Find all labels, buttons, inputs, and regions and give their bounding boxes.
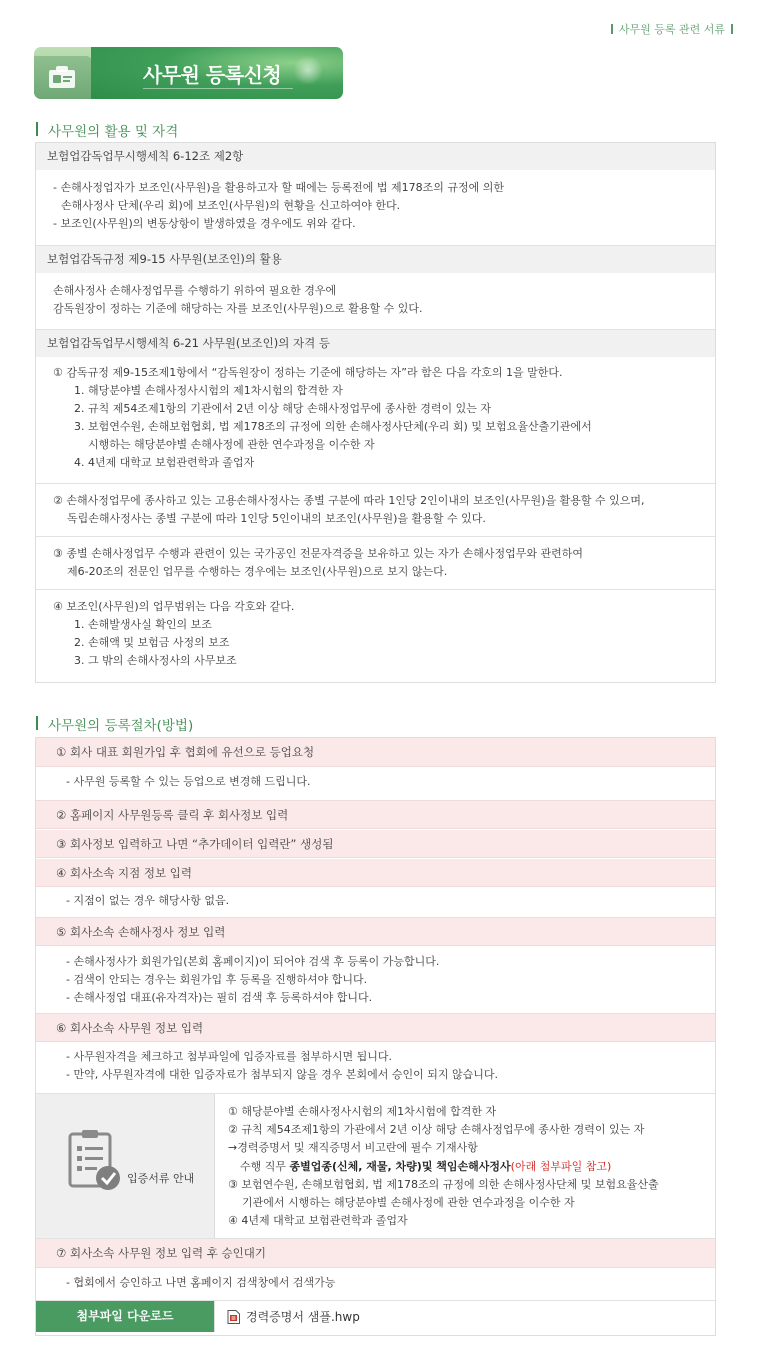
- step-body: [36, 1268, 715, 1301]
- text-line: - 사무원 등록할 수 있는 등업으로 변경해 드립니다.: [66, 775, 311, 788]
- breadcrumb-divider: [731, 24, 733, 34]
- evidence-docs-row: [36, 1093, 715, 1239]
- text-line: ② 손해사정업무에 종사하고 있는 고용손해사정사는 종별 구분에 따라 1인당 2인이내의 보조인(사무원)을 활용할 수 있으며,: [53, 494, 645, 507]
- text-line: 손해사정사 단체(우리 회)에 보조인(사무원)의 현황을 신고하여야 한다.: [61, 199, 401, 212]
- breadcrumb-label[interactable]: 사무원 등록 관련 서류: [618, 23, 725, 36]
- clause-items: [53, 382, 715, 472]
- breadcrumb-divider: [611, 24, 613, 34]
- qualification-clause-4: [36, 590, 715, 670]
- step-body: [36, 946, 715, 1013]
- evidence-docs-label: 입증서류 안내: [127, 1172, 195, 1185]
- text-line: - 손해사정업자가 보조인(사무원)을 활용하고자 할 때에는 등록전에 법 제178조의 규정에 의한: [53, 181, 505, 194]
- evidence-docs-list: [215, 1094, 659, 1238]
- list-item: 시행하는 해당분야별 손해사정에 관한 연수과정을 이수한 자: [88, 438, 375, 451]
- list-item: 3. 보험연수원, 손해보험협회, 법 제178조의 규정에 의한 손해사정사단체(우리 회) 및 보험요율산출기관에서: [74, 420, 592, 433]
- step-body: [36, 1042, 715, 1093]
- text-segment: 수행 직무: [240, 1159, 290, 1173]
- download-row: [36, 1301, 715, 1332]
- attachment-reference-note: (아래 첨부파일 참고): [510, 1159, 612, 1173]
- list-item: 2. 손해액 및 보험금 사정의 보조: [74, 636, 230, 649]
- attachment-file-link[interactable]: [215, 1301, 360, 1332]
- text-line: 감독원장이 정하는 기준에 해당하는 자를 보조인(사무원)으로 활용할 수 있다.: [53, 302, 423, 315]
- block-header: 보험업감독업무시행세칙 6-21 사무원(보조인)의 자격 등: [36, 330, 715, 357]
- step-body: [36, 767, 715, 800]
- step-header: ① 회사 대표 회원가입 후 협회에 유선으로 등업요청: [36, 738, 715, 767]
- text-line: - 지점이 없는 경우 해당사항 없음.: [66, 894, 230, 907]
- banner-main: [91, 47, 343, 99]
- banner-tab: [34, 56, 92, 99]
- registration-card-icon: [47, 64, 77, 90]
- block-header: 보험업감독규정 제9-15 사무원(보조인)의 활용: [36, 246, 715, 273]
- text-line: - 사무원자격을 체크하고 첨부파일에 입증자료를 첨부하시면 됩니다.: [66, 1050, 392, 1063]
- text-line: ③ 보험연수원, 손해보험협회, 법 제178조의 규정에 의한 손해사정사단체 및 보험요율산출: [228, 1177, 659, 1191]
- text-line: ① 감독규정 제9-15조제1항에서 “감독원장이 정하는 기준에 해당하는 자”라 함은 다음 각호의 1을 말한다.: [53, 366, 563, 379]
- text-line: - 손해사정사가 회원가입(본회 홈페이지)이 되어야 검색 후 등록이 가능합니다.: [66, 955, 440, 968]
- breadcrumb: [605, 21, 739, 37]
- step-header: ② 홈페이지 사무원등록 클릭 후 회사정보 입력: [36, 800, 715, 829]
- required-fields-line: [228, 1158, 659, 1176]
- procedure-box: [35, 737, 716, 1336]
- attachment-download-button[interactable]: 첨부파일 다운로드: [36, 1301, 215, 1332]
- qualification-clause-3: [36, 537, 715, 589]
- qualification-clause-1: [36, 357, 715, 483]
- text-line: - 검색이 안되는 경우는 회원가입 후 등록을 진행하셔야 합니다.: [66, 973, 368, 986]
- text-line: - 보조인(사무원)의 변동상항이 발생하였을 경우에도 위와 같다.: [53, 217, 356, 230]
- step-header: ⑥ 회사소속 사무원 정보 입력: [36, 1013, 715, 1042]
- required-fields-bold: 종별업종(신체, 재물, 차량)및 책임손해사정사: [289, 1159, 511, 1173]
- text-line: ④ 보조인(사무원)의 업무범위는 다음 각호와 같다.: [53, 600, 295, 613]
- step-header: ③ 회사정보 입력하고 나면 “추가데이터 입력란” 생성됨: [36, 829, 715, 858]
- section-title-qualification: 사무원의 활용 및 자격: [36, 120, 178, 140]
- step-header: ④ 회사소속 지점 정보 입력: [36, 858, 715, 887]
- text-line: - 손해사정업 대표(유자격자)는 필히 검색 후 등록하셔야 합니다.: [66, 991, 373, 1004]
- title-underline: [143, 88, 293, 89]
- block-header: 보험업감독업무시행세칙 6-12조 제2항: [36, 143, 715, 170]
- text-line: ④ 4년제 대학교 보험관련학과 졸업자: [228, 1214, 408, 1228]
- checklist-clipboard-icon: [68, 1128, 122, 1192]
- step-header: ⑤ 회사소속 손해사정사 정보 입력: [36, 917, 715, 946]
- text-line: 제6-20조의 전문인 업무를 수행하는 경우에는 보조인(사무원)으로 보지 않는다.: [67, 565, 448, 578]
- qualification-box: [35, 142, 716, 683]
- text-line: 기관에서 시행하는 해당분야별 손해사정에 관한 연수과정을 이수한 자: [242, 1196, 575, 1210]
- clause-items: [53, 616, 715, 670]
- text-line: ③ 종별 손해사정업무 수행과 관련이 있는 국가공인 전문자격증을 보유하고 있는 자가 손해사정업무와 관련하여: [53, 547, 583, 560]
- page-banner: [34, 47, 343, 99]
- text-line: ① 해당분야별 손해사정사시험의 제1차시험에 합격한 자: [228, 1105, 497, 1118]
- block-body: [36, 170, 715, 245]
- text-line: - 협회에서 승인하고 나면 홈페이지 검색창에서 검색가능: [66, 1276, 336, 1289]
- text-line: ② 규칙 제54조제1항의 가관에서 2년 이상 해당 손해사정업무에 종사한 경력이 있는 자: [228, 1123, 645, 1137]
- text-line: →경력증명서 및 재직증명서 비고란에 필수 기재사항: [228, 1141, 478, 1155]
- evidence-docs-panel: [36, 1094, 215, 1238]
- text-line: 손해사정사 손해사정업무를 수행하기 위하여 필요한 경우에: [53, 284, 337, 297]
- attachment-file-name[interactable]: 경력증명서 샘플.hwp: [246, 1310, 360, 1324]
- list-item: 1. 손해발생사실 확인의 보조: [74, 618, 212, 631]
- step-header: ⑦ 회사소속 사무원 정보 입력 후 승인대기: [36, 1239, 715, 1268]
- qualification-clause-2: [36, 484, 715, 536]
- page-title: 사무원 등록신청: [143, 63, 282, 87]
- text-line: 독립손해사정사는 종별 구분에 따라 1인당 5인이내의 보조인(사무원)을 활용할 수 있다.: [67, 512, 486, 525]
- block-body: [36, 273, 715, 329]
- step-body: [36, 887, 715, 917]
- list-item: 3. 그 밖의 손해사정사의 사무보조: [74, 654, 237, 667]
- list-item: 1. 해당분야별 손해사정사시험의 제1차시험의 합격한 자: [74, 384, 343, 397]
- section-title-procedure: 사무원의 등록절차(방법): [36, 714, 193, 734]
- list-item: 2. 규칙 제54조제1항의 기관에서 2년 이상 해당 손해사정업무에 종사한 경력이 있는 자: [74, 402, 491, 415]
- text-line: - 만약, 사무원자격에 대한 입증자료가 첨부되지 않을 경우 본회에서 승인이 되지 않습니다.: [66, 1068, 498, 1081]
- list-item: 4. 4년제 대학교 보험관련학과 졸업자: [74, 456, 255, 469]
- hwp-file-icon: [227, 1310, 240, 1324]
